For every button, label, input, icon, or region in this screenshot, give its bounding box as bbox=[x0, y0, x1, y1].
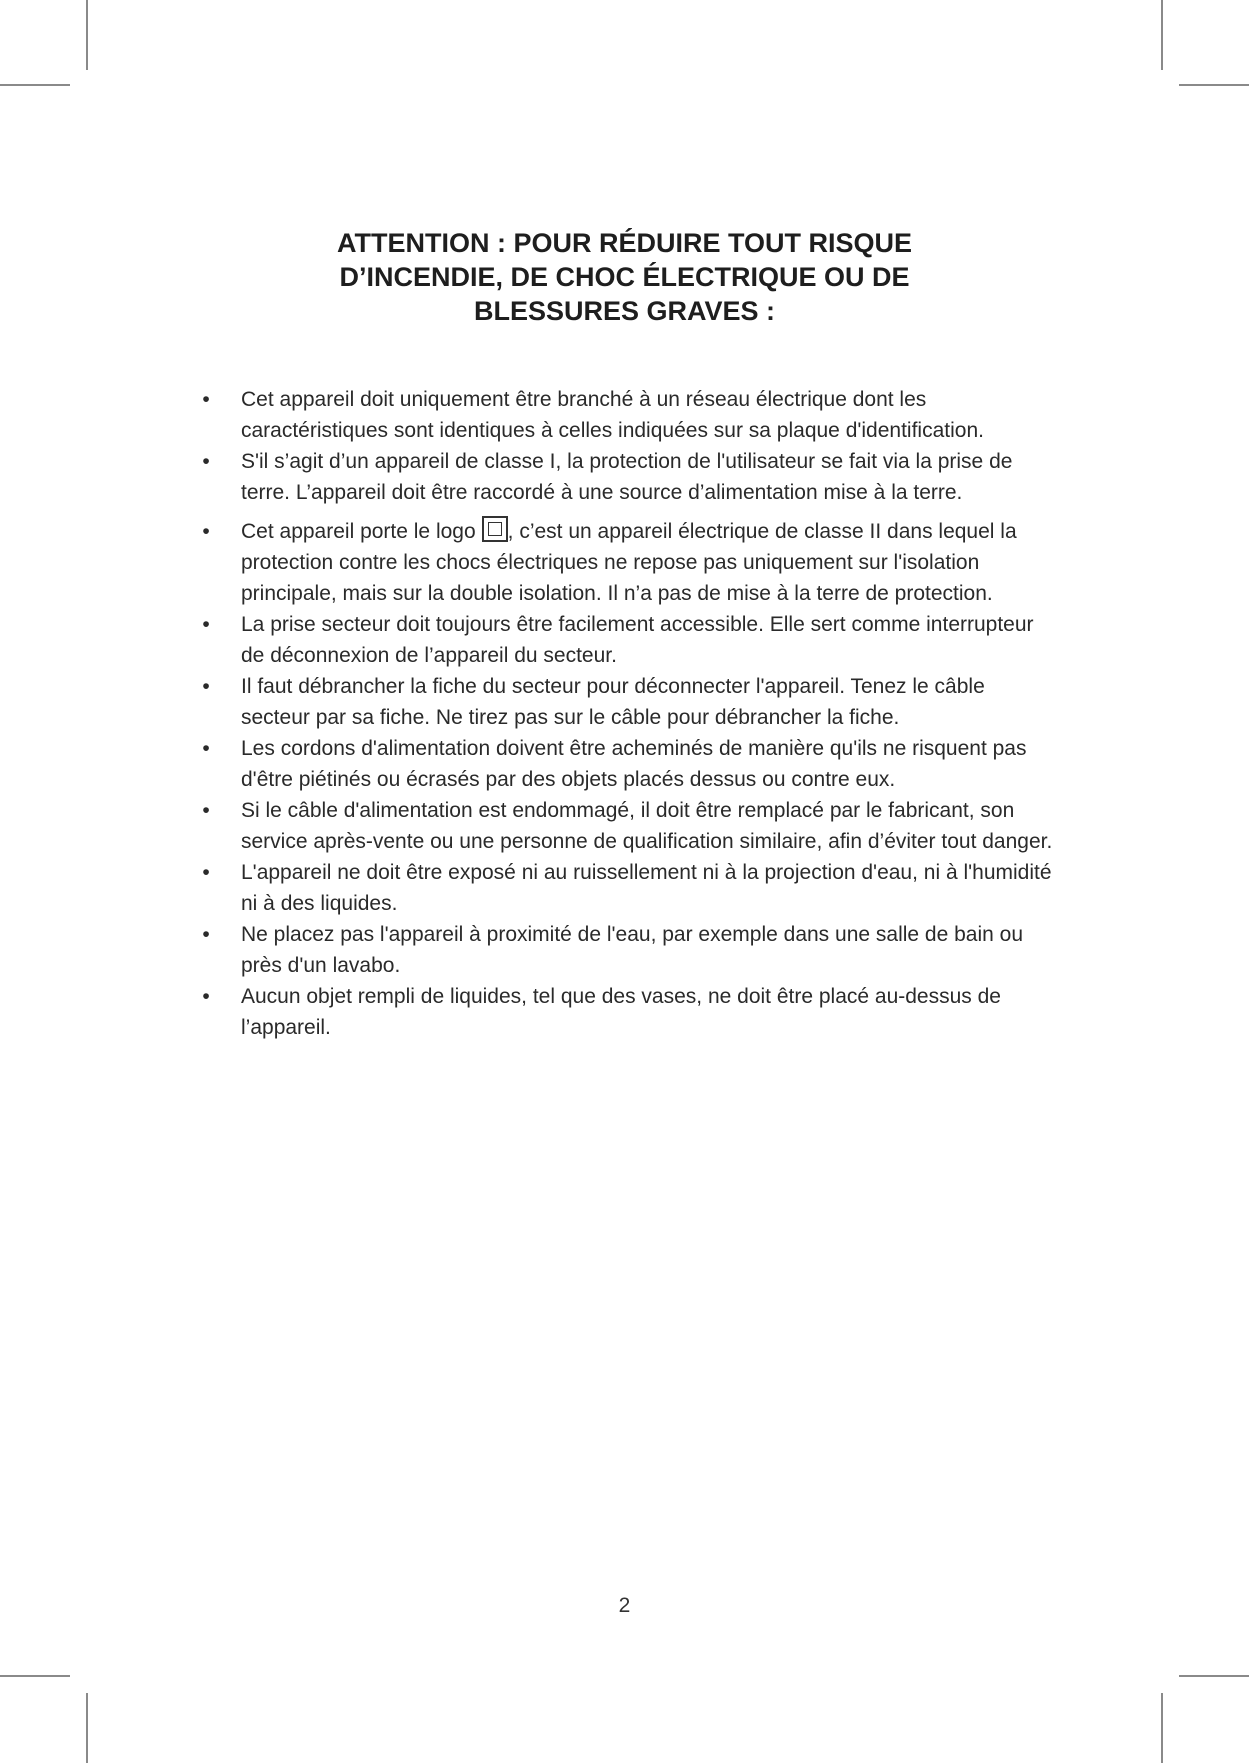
warning-text: Si le câble d'alimentation est endommagé, il doit être remplacé par le fabricant, son service après-vente ou une personne de qualification similaire, afin d’éviter tout danger. bbox=[241, 799, 1053, 853]
warning-text: La prise secteur doit toujours être facilement accessible. Elle sert comme interrupteur de déconnexion de l’appareil du secteur. bbox=[241, 613, 1034, 667]
warning-item bbox=[199, 384, 1059, 446]
warning-item bbox=[199, 671, 1059, 733]
warning-item bbox=[199, 857, 1059, 919]
warning-item bbox=[199, 609, 1059, 671]
warning-text-before-logo: Cet appareil porte le logo bbox=[241, 520, 476, 543]
warning-item bbox=[199, 516, 1059, 609]
warning-text: Ne placez pas l'appareil à proximité de l'eau, par exemple dans une salle de bain ou près d'un lavabo. bbox=[241, 923, 1024, 977]
crop-mark-bottom-left-horizontal bbox=[0, 1675, 70, 1677]
bullet: • bbox=[202, 450, 210, 473]
safety-warning-list bbox=[199, 384, 1059, 1043]
warning-item bbox=[199, 981, 1059, 1043]
page-title bbox=[0, 226, 1249, 328]
bullet: • bbox=[202, 861, 210, 884]
title-line: ATTENTION : POUR RÉDUIRE TOUT RISQUE bbox=[336, 228, 912, 258]
page-number: 2 bbox=[618, 1594, 631, 1617]
crop-mark-bottom-right-vertical bbox=[1161, 1693, 1163, 1763]
bullet: • bbox=[202, 520, 210, 543]
bullet: • bbox=[202, 388, 210, 411]
warning-item bbox=[199, 919, 1059, 981]
warning-text: Aucun objet rempli de liquides, tel que des vases, ne doit être placé au-dessus de l’appareil. bbox=[241, 985, 1001, 1039]
warning-text: S'il s’agit d’un appareil de classe I, la protection de l'utilisateur se fait via la prise de terre. L’appareil doit être raccordé à une source d’alimentation mise à la terre. bbox=[241, 450, 1013, 504]
warning-item bbox=[199, 733, 1059, 795]
warning-item bbox=[199, 795, 1059, 857]
warning-text: Les cordons d'alimentation doivent être acheminés de manière qu'ils ne risquent pas d'être piétinés ou écrasés par des objets placés dessus ou contre eux. bbox=[241, 737, 1027, 791]
crop-mark-bottom-right-horizontal bbox=[1179, 1675, 1249, 1677]
bullet: • bbox=[202, 675, 210, 698]
crop-mark-top-right-horizontal bbox=[1179, 84, 1249, 86]
crop-mark-top-left-horizontal bbox=[0, 84, 70, 86]
class-ii-double-square-icon bbox=[482, 516, 508, 542]
title-line: BLESSURES GRAVES : bbox=[473, 296, 776, 326]
bullet: • bbox=[202, 613, 210, 636]
bullet: • bbox=[202, 923, 210, 946]
warning-text: L'appareil ne doit être exposé ni au ruissellement ni à la projection d'eau, ni à l'humidité ni à des liquides. bbox=[241, 861, 1052, 915]
crop-mark-bottom-left-vertical bbox=[86, 1693, 88, 1763]
crop-mark-top-right-vertical bbox=[1161, 0, 1163, 70]
warning-item bbox=[199, 446, 1059, 508]
warning-text: Cet appareil doit uniquement être branché à un réseau électrique dont les caractéristiques sont identiques à celles indiquées sur sa plaque d'identification. bbox=[241, 388, 984, 442]
title-line: D’INCENDIE, DE CHOC ÉLECTRIQUE OU DE bbox=[339, 262, 910, 292]
warning-text: Il faut débrancher la fiche du secteur pour déconnecter l'appareil. Tenez le câble secteur par sa fiche. Ne tirez pas sur le câble pour débrancher la fiche. bbox=[241, 675, 985, 729]
bullet: • bbox=[202, 985, 210, 1008]
warning-text-after-logo: , c’est un appareil électrique de classe II dans lequel la protection contre les chocs électriques ne repose pas uniquement sur l'isolation principale, mais sur la double isolation. Il n’a pas de mise à la terre de protection. bbox=[241, 520, 1017, 605]
bullet: • bbox=[202, 799, 210, 822]
crop-mark-top-left-vertical bbox=[86, 0, 88, 70]
bullet: • bbox=[202, 737, 210, 760]
